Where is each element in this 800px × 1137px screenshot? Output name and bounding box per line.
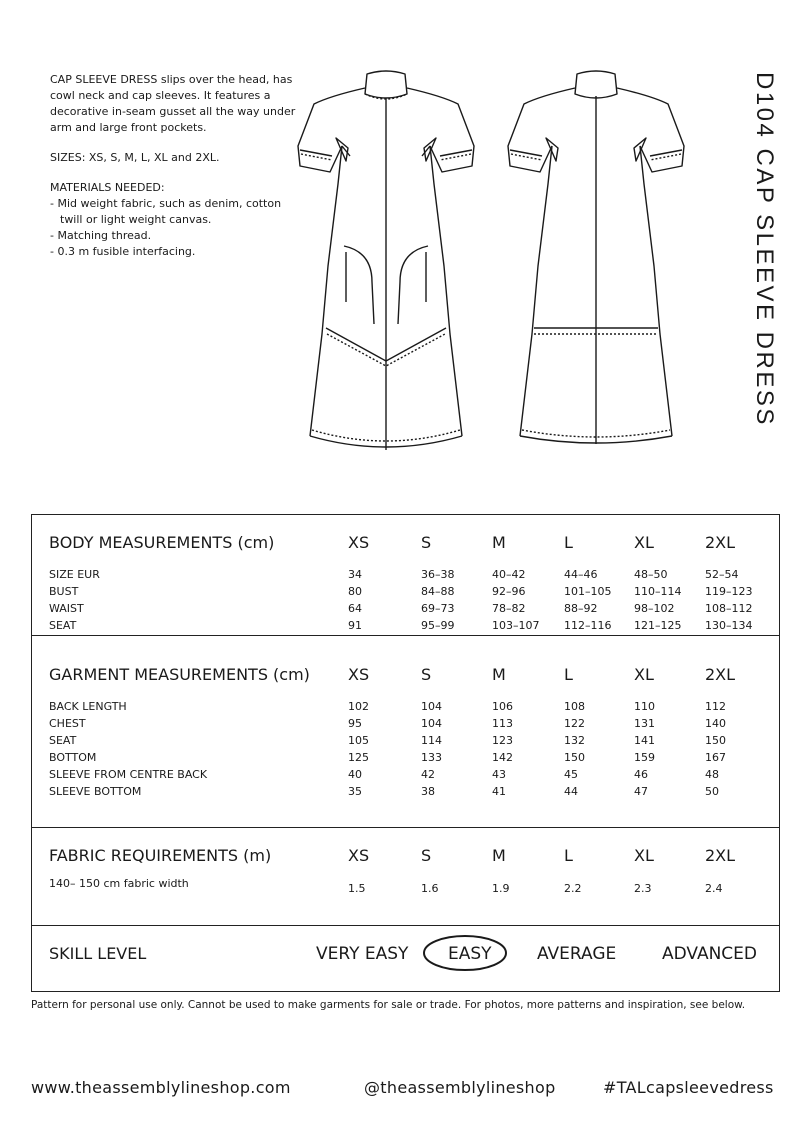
back-view-drawing	[508, 71, 684, 444]
cell: 48–50	[634, 568, 668, 581]
cell: 101–105	[564, 585, 612, 598]
cell: 64	[348, 602, 362, 615]
cell: 142	[492, 751, 513, 764]
size-header-m: M	[492, 846, 506, 865]
row-label: SLEEVE BOTTOM	[49, 785, 142, 798]
cell: 40	[348, 768, 362, 781]
size-header-s: S	[421, 533, 432, 552]
front-view-drawing	[298, 71, 474, 450]
cell: 108–112	[705, 602, 753, 615]
size-header-xs: XS	[348, 665, 370, 684]
pattern-title: D104 CAP SLEEVE DRESS	[751, 72, 778, 427]
skill-option-very-easy: VERY EASY	[316, 944, 409, 964]
cell: 119–123	[705, 585, 753, 598]
cell: 36–38	[421, 568, 455, 581]
cell: 167	[705, 751, 726, 764]
cell: 121–125	[634, 619, 682, 632]
garment-measurements-title: GARMENT MEASUREMENTS (cm)	[49, 665, 310, 684]
dress-illustration	[290, 66, 710, 462]
cell: 95	[348, 717, 362, 730]
cell: 35	[348, 785, 362, 798]
cell: 43	[492, 768, 506, 781]
size-header-xl: XL	[634, 533, 654, 552]
cell: 102	[348, 700, 369, 713]
cell: 88–92	[564, 602, 598, 615]
cell: 123	[492, 734, 513, 747]
measurements-box	[31, 514, 780, 992]
cell: 41	[492, 785, 506, 798]
materials-item: - 0.3 m fusible interfacing.	[50, 245, 196, 258]
footer-social-handle[interactable]: @theassemblylineshop	[364, 1078, 556, 1097]
cell: 141	[634, 734, 655, 747]
cell: 2.3	[634, 882, 652, 895]
skill-option-easy: EASY	[448, 944, 492, 964]
sizes-text: SIZES: XS, S, M, L, XL and 2XL.	[50, 151, 220, 164]
cell: 84–88	[421, 585, 455, 598]
size-header-l: L	[564, 533, 573, 552]
section-divider	[32, 827, 779, 828]
cell: 98–102	[634, 602, 675, 615]
cell: 50	[705, 785, 719, 798]
size-header-l: L	[564, 846, 573, 865]
pattern-description	[50, 72, 300, 260]
cell: 1.6	[421, 882, 439, 895]
cell: 132	[564, 734, 585, 747]
cell: 44	[564, 785, 578, 798]
size-header-xl: XL	[634, 846, 654, 865]
size-header-xl: XL	[634, 665, 654, 684]
section-divider	[32, 635, 779, 636]
cell: 47	[634, 785, 648, 798]
cell: 80	[348, 585, 362, 598]
materials-item: - Mid weight fabric, such as denim, cotton twill or light weight canvas.	[50, 197, 282, 226]
usage-notice: Pattern for personal use only. Cannot be used to make garments for sale or trade. For photos, more patterns and inspiration, see below.	[31, 999, 746, 1011]
fabric-requirements-title: FABRIC REQUIREMENTS (m)	[49, 846, 272, 865]
cell: 104	[421, 700, 442, 713]
cell: 125	[348, 751, 369, 764]
size-header-l: L	[564, 665, 573, 684]
cell: 110–114	[634, 585, 682, 598]
cell: 69–73	[421, 602, 455, 615]
footer-hashtag[interactable]: #TALcapsleevedress	[603, 1078, 774, 1097]
row-label: SEAT	[49, 619, 77, 632]
skill-option-advanced: ADVANCED	[662, 944, 758, 964]
row-label: SIZE EUR	[49, 568, 100, 581]
cell: 112	[705, 700, 726, 713]
cell: 45	[564, 768, 578, 781]
cell: 38	[421, 785, 435, 798]
cell: 130–134	[705, 619, 753, 632]
cell: 110	[634, 700, 655, 713]
cell: 159	[634, 751, 655, 764]
cell: 78–82	[492, 602, 526, 615]
cell: 150	[564, 751, 585, 764]
cell: 150	[705, 734, 726, 747]
cell: 104	[421, 717, 442, 730]
cell: 108	[564, 700, 585, 713]
materials-title: MATERIALS NEEDED:	[50, 181, 165, 194]
cell: 2.2	[564, 882, 582, 895]
cell: 112–116	[564, 619, 612, 632]
row-label: BOTTOM	[49, 751, 97, 764]
row-label: SLEEVE FROM CENTRE BACK	[49, 768, 208, 781]
materials-list	[50, 196, 300, 260]
cell: 91	[348, 619, 362, 632]
row-label: 140– 150 cm fabric width	[49, 877, 189, 890]
cell: 46	[634, 768, 648, 781]
cell: 131	[634, 717, 655, 730]
size-header-2xl: 2XL	[705, 665, 736, 684]
cell: 2.4	[705, 882, 723, 895]
cell: 113	[492, 717, 513, 730]
skill-level-label: SKILL LEVEL	[49, 944, 147, 963]
row-label: BUST	[49, 585, 79, 598]
size-header-2xl: 2XL	[705, 846, 736, 865]
row-label: BACK LENGTH	[49, 700, 127, 713]
cell: 1.9	[492, 882, 510, 895]
cell: 95–99	[421, 619, 455, 632]
cell: 42	[421, 768, 435, 781]
cell: 34	[348, 568, 362, 581]
cell: 52–54	[705, 568, 739, 581]
cell: 133	[421, 751, 442, 764]
cell: 106	[492, 700, 513, 713]
cell: 103–107	[492, 619, 540, 632]
size-header-xs: XS	[348, 533, 370, 552]
size-header-s: S	[421, 846, 432, 865]
cell: 114	[421, 734, 442, 747]
cell: 48	[705, 768, 719, 781]
body-measurements-title: BODY MEASUREMENTS (cm)	[49, 533, 275, 552]
section-divider	[32, 925, 779, 926]
row-label: CHEST	[49, 717, 86, 730]
row-label: SEAT	[49, 734, 77, 747]
cell: 122	[564, 717, 585, 730]
skill-option-average: AVERAGE	[537, 944, 617, 964]
materials-item: - Matching thread.	[50, 229, 152, 242]
size-header-xs: XS	[348, 846, 370, 865]
footer-website-link[interactable]: www.theassemblylineshop.com	[31, 1078, 291, 1097]
cell: 140	[705, 717, 726, 730]
size-header-2xl: 2XL	[705, 533, 736, 552]
cell: 105	[348, 734, 369, 747]
cell: 92–96	[492, 585, 526, 598]
size-header-m: M	[492, 665, 506, 684]
cell: 44–46	[564, 568, 598, 581]
row-label: WAIST	[49, 602, 84, 615]
cell: 40–42	[492, 568, 526, 581]
size-header-s: S	[421, 665, 432, 684]
cell: 1.5	[348, 882, 366, 895]
size-header-m: M	[492, 533, 506, 552]
description-text: CAP SLEEVE DRESS slips over the head, has cowl neck and cap sleeves. It features a decorative in-seam gusset all the way under arm and large front pockets.	[50, 73, 296, 134]
